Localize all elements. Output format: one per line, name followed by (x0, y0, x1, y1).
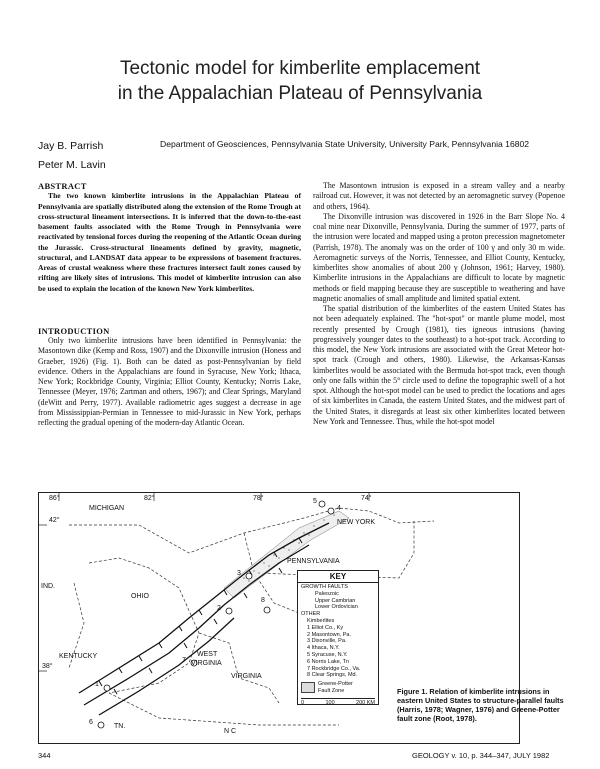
key-site-5: 5 Syracuse, N.Y. (307, 651, 348, 658)
label-ohio: OHIO (131, 593, 149, 600)
paragraph-masontown: The Masontown intrusion is exposed in a stream valley and a nearby railroad cut. However, it was not detected by an aeromagnetic survey (Popenoe and others, 1964). (313, 181, 565, 211)
key-site-7: 7 Rockbridge Co., Va. (307, 665, 361, 672)
key-kimberlites: Kimberlites (307, 617, 335, 624)
authors (38, 137, 106, 175)
label-new-york: NEW YORK (337, 519, 375, 526)
longitude-82: 82° (144, 495, 155, 502)
longitude-78: 78° (253, 495, 264, 502)
key-lower-ordovician: Lower Ordovician (315, 604, 358, 611)
author-2: Peter M. Lavin (38, 159, 106, 171)
longitude-74: 74° (361, 495, 372, 502)
site-number-8: 8 (261, 597, 265, 604)
site-number-3: 3 (237, 570, 241, 577)
abstract-heading: ABSTRACT (38, 181, 87, 191)
paragraph-hotspot: The spatial distribution of the kimberlites of the eastern United States has not been adequately explained. The "hot-spot" or mantle plume model, most recently presented by Crough (1981), ties igneous intrusions (having progressively younger dates to the southeast) to a hot-spot track. According to this model, the New York intrusions are associated with the Great Meteor hot-spot track (Crough and others, 1980). Likewise, the Arkansas-Kansas kimberlites would be associated with the Bermuda hot-spot track, even though only one falls within the 5° circle used to define the topographic swell of a hot spot. Although the hot-spot model can be used to predict the locations and ages of six kimberlites in Canada, the eastern United States, and the midwest part of the United States, it disregards at least six other kimberlites located between New York and Tennessee. Thus, while the hot-spot model (313, 304, 565, 426)
scale-100: 100 (325, 699, 335, 706)
map-key (297, 570, 379, 705)
key-paleozoic: Paleozoic (315, 590, 339, 597)
figure-caption: Figure 1. Relation of kimberlite intrusions in eastern United States to structure-parallel faults (Harris, 1978; Wagner, 1976) and Greene-Potter fault zone (Root, 1978). (397, 687, 564, 723)
label-pennsylvania: PENNSYLVANIA (287, 558, 340, 565)
label-indiana: IND. (41, 583, 55, 590)
affiliation: Department of Geosciences, Pennsylvania State University, University Park, Pennsylvania 16802 (160, 139, 530, 149)
label-west-virginia: VIRGINIA (191, 660, 222, 667)
label-tennessee: TN. (114, 723, 126, 730)
page-number: 344 (38, 751, 51, 760)
journal-info: GEOLOGY v. 10, p. 344–347, JULY 1982 (412, 751, 550, 760)
label-virginia: VIRGINIA (231, 673, 262, 680)
scale-bar (301, 698, 375, 707)
key-site-3: 3 Dixonville, Pa. (307, 638, 347, 645)
label-west: WEST (197, 651, 218, 658)
state-boundaries (69, 508, 434, 725)
scale-200: 200 KM (356, 699, 375, 706)
key-fault-zone: Fault Zone (318, 687, 345, 694)
key-site-1: 1 Elliot Co., Ky (307, 624, 344, 631)
introduction-text: Only two kimberlite intrusions have been identified in Pennsylvania: the Masontown dike (Kemp and Ross, 1907) and the Dixonville intrusion (Honess and Graeber, 1926) (Fig. 1). Both can be dated as post-Pennsylvanian by field evidence. Others in the Appalachians are found in Syracuse, New York; Ithaca, New York; Rockbridge County, Virginia; Elliot County, Kentucky; Norris Lake, Tennessee (Meyer, 1976; Zartman and others, 1967); and Clear Springs, Maryland (deWitt and Perry, 1977). Available radiometric ages suggest a decrease in age from Mississippian-Permian in Tennessee to mid-Jurassic in New York, perhaps reflecting the gradual opening of the modern-day Atlantic Ocean. (38, 336, 301, 427)
left-column (38, 181, 301, 428)
label-kentucky: KENTUCKY (59, 653, 98, 660)
site-number-1: 1 (95, 681, 99, 688)
label-north-carolina: N C (224, 728, 237, 735)
key-site-8: 8 Clear Springs, Md. (307, 672, 358, 679)
author-1: Jay B. Parrish (38, 140, 104, 152)
fault-zone-swatch (301, 682, 315, 693)
site-number-5: 5 (313, 498, 317, 505)
scale-0: 0 (301, 699, 305, 706)
key-title: KEY (298, 571, 378, 583)
site-number-2: 2 (217, 605, 221, 612)
key-growth-faults: GROWTH FAULTS (301, 584, 348, 590)
site-number-4: 4 (337, 505, 341, 512)
title-line-1: Tectonic model for kimberlite emplacement (119, 58, 481, 79)
site-number-6: 6 (89, 719, 93, 726)
key-site-4: 4 Ithaca, N.Y. (307, 645, 340, 652)
key-site-6: 6 Norris Lake, Tn (307, 658, 350, 665)
label-michigan: MICHIGAN (89, 505, 124, 512)
key-greene-potter: Greene-Potter (318, 681, 353, 688)
key-site-2: 2 Masontown, Pa. (307, 631, 352, 638)
longitude-86: 86° (49, 495, 60, 502)
latitude-38: 38° (42, 663, 53, 670)
title-line-2: in the Appalachian Plateau of Pennsylvania (117, 83, 483, 104)
paragraph-dixonville: The Dixonville intrusion was discovered in 1926 in the Barr Slope No. 4 coal mine near Dixonville, Pennsylvania. During the summer of 1977, parts of the intrusion were located and mapped using a proton precession magnetometer (Parrish, 1978). The anomaly was on the order of 100 γ and only 30 m wide. Aeromagnetic surveys of the Norris, Tennessee, and Elliot County, Kentucky, kimberlites show anomalies of about 200 γ (Johnson, 1961; Harvey, 1980). Kimberlite intrusions in the Appalachians are difficult to locate by magnetic methods or field mapping because they are susceptible to weathering and have magnetic anomalies of small amplitude and limited spatial extent. (313, 211, 565, 303)
site-number-7: 7 (182, 657, 186, 664)
key-other: OTHER (301, 611, 321, 618)
abstract-text: The two known kimberlite intrusions in the Appalachian Plateau of Pennsylvania are spatially distributed along the extension of the Rome Trough at cross-structural lineament intersections. It is inferred that the down-to-the-east basement faults associated with the Rome Trough in Pennsylvania were reactivated by tensional forces during the reopening of the Atlantic Ocean during the Jurassic. Cross-structural lineaments defined by gravity, magnetic, structural, and LANDSAT data appear to be expressions of basement fractures. Areas of crustal weakness where these fractures intersect fault zones caused by rifting are likely sites of intrusions. This model of kimberlite intrusion can also be used to explain the location of the known New York kimberlites. (38, 191, 301, 293)
latitude-42: 42° (49, 517, 60, 524)
introduction-heading: INTRODUCTION (38, 325, 110, 336)
right-column (313, 181, 565, 427)
key-upper-cambrian: Upper Cambrian (315, 597, 356, 604)
